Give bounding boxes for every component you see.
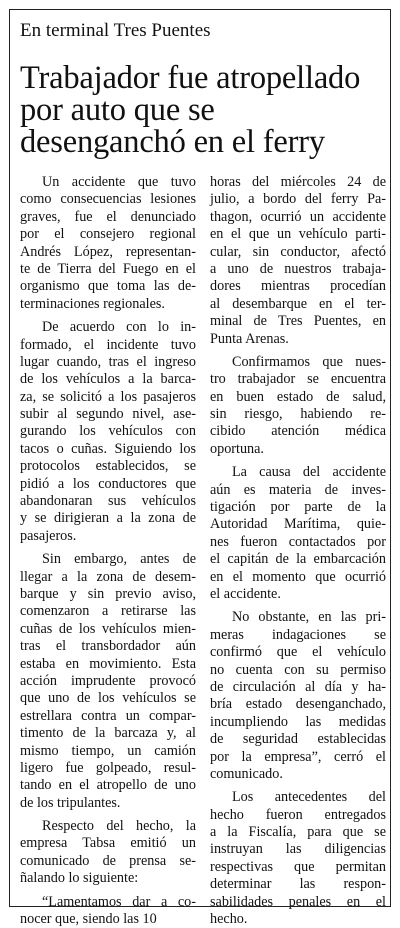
article-text-line: protocolos establecidos, se (20, 458, 196, 475)
article-paragraph (210, 174, 386, 348)
article-paragraph (20, 174, 196, 313)
article-text-line: Andrés López, representan- (20, 243, 196, 260)
article-text-line: barque y sin previo aviso, (20, 585, 196, 602)
article-text-line: el capitán de la embarcación (210, 551, 386, 568)
article-text-line: organismo que toma las de- (20, 278, 196, 295)
article-column-left (20, 174, 196, 928)
article-text-line: hecho. (210, 911, 248, 928)
article-text-line: Sin embargo, antes de (42, 551, 196, 568)
article-text-line: a la Fiscalía, para que se (210, 824, 386, 841)
article-text-line: terminaciones regionales. (20, 295, 165, 312)
headline-line: por auto que se (20, 92, 215, 128)
article-text-line: tacos o cuñas. Siguiendo los (20, 440, 196, 457)
article-text-line: ligero fue golpeado, resul- (20, 759, 196, 776)
article-text-line: thagon, ocurrió un accidente (210, 208, 386, 225)
article-text-line: Respecto del hecho, la (42, 818, 196, 835)
article-text-line: cuñas de los vehículos mien- (20, 620, 196, 637)
article-text-line: pidió a los conductores que (20, 475, 196, 492)
article-text-line: lugar cuando, tras el ingreso (20, 353, 196, 370)
article-text-line: no cuenta con su permiso (210, 661, 386, 678)
article-text-line: en buen estado de salud, (210, 388, 386, 405)
headline-line: Trabajador fue atropellado (20, 60, 361, 96)
article-text-line: mismo tiempo, un camión (20, 742, 196, 759)
article-text-line: en el momento que ocurrió (210, 568, 386, 585)
article-text-line: empresa Tabsa emitió un (20, 835, 196, 852)
article-text-line: No obstante, en las pri- (232, 609, 386, 626)
article-text-line: horas del miércoles 24 de (210, 174, 386, 190)
article-text-line: de los vehículos a la barca- (20, 371, 196, 388)
article-text-line: tando en el atropello de uno (20, 777, 196, 794)
article-text-line: Confirmamos que nues- (232, 353, 386, 370)
article-text-line: bría estado desenganchado, (210, 696, 386, 713)
article-text-line: gurando los vehículos con (20, 423, 196, 440)
article-text-line: za, se solicitó a los pasajeros (20, 388, 196, 405)
headline-line: desenganchó en el ferry (20, 124, 325, 160)
article-text-line: comenzaron a retirarse las (20, 603, 196, 620)
article-text-line: confirmó que el vehículo (210, 644, 386, 661)
article-text-line: como consecuencias lesiones (20, 191, 196, 208)
article-text-line: timento de la barcaza y, al (20, 725, 196, 742)
article-text-line: de seguridad establecidas (210, 731, 386, 748)
article-text-line: ñalando lo siguiente: (20, 870, 139, 887)
article-text-line: hecho fueron entregados (210, 806, 386, 823)
article-text-line: que uno de los vehículos se (20, 690, 196, 707)
article-text-line: oportuna. (210, 440, 264, 457)
article-text-line: cular, sin conductor, afectó (210, 243, 386, 260)
article-text-line: minal de Tres Puentes, en (210, 313, 386, 330)
article-text-line: La causa del accidente (232, 464, 386, 481)
article-text-line: julio, a bordo del ferry Pa- (210, 191, 386, 208)
article-text-line: subir al segundo nivel, ase- (20, 406, 196, 423)
article-text-line: tigación por parte de la (210, 499, 386, 516)
article-text-line: nes fueron contactados por (210, 533, 386, 550)
article-text-line: estaba en movimiento. Esta (20, 655, 196, 672)
article-text-line: sin riesgo, habiendo re- (210, 406, 386, 423)
article-text-line: al desembarque en el ter- (210, 295, 386, 312)
article-text-line: y se dirigieran a la zona de (20, 510, 196, 527)
article-text-line: cibido atención médica (210, 423, 386, 440)
article-paragraph (210, 789, 386, 928)
article-paragraph (20, 319, 196, 545)
article-paragraph (20, 551, 196, 812)
article-text-line: por el consejero regional (20, 226, 196, 243)
article-text-line: te de Tierra del Fuego en el (20, 260, 196, 277)
article-text-line: instruyan las diligencias (210, 841, 386, 858)
article-text-line: Punta Arenas. (210, 330, 289, 347)
article-text-line: abandonaran sus vehículos (20, 493, 196, 510)
article-text-line: tras el transbordador aún (20, 638, 196, 655)
article-text-line: De acuerdo con lo in- (42, 319, 196, 336)
article-text-line: meras indagaciones se (210, 626, 386, 643)
article-text-line: determinar las respon- (210, 876, 386, 893)
article-frame (9, 9, 391, 928)
article-headline (20, 62, 382, 158)
article-text-line: incumpliendo las medidas (210, 713, 386, 730)
article-text-line: “Lamentamos dar a co- (42, 893, 196, 910)
article-text-line: acción imprudente provocó (20, 672, 196, 689)
article-text-line: comunicado. (210, 765, 283, 782)
article-text-line: dores mientras procedían (210, 278, 386, 295)
article-paragraph (210, 354, 386, 458)
article-text-line: respectivas que permitan (210, 858, 386, 875)
article-text-line: graves, fue el denunciado (20, 208, 196, 225)
article-text-line: en el que un vehículo parti- (210, 226, 386, 243)
article-paragraph (20, 894, 196, 928)
article-text-line: nocer que, siendo las 10 (20, 911, 157, 928)
article-text-line: Un accidente que tuvo (42, 174, 196, 190)
article-text-line: a uno de nuestros trabaja- (210, 260, 386, 277)
article-text-line: aún es materia de inves- (210, 481, 386, 498)
article-text-line: Los antecedentes del (232, 789, 386, 806)
article-text-line: formado, el incidente tuvo (20, 336, 196, 353)
article-text-line: Autoridad Marítima, quie- (210, 516, 386, 533)
article-text-line: sabilidades penales en el (210, 893, 386, 910)
article-column-right (210, 174, 386, 928)
article-text-line: llegar a la zona de desem- (20, 568, 196, 585)
article-text-line: de circulación al día y ha- (210, 678, 386, 695)
article-paragraph (210, 464, 386, 603)
article-paragraph (210, 609, 386, 783)
article-text-line: el accidente. (210, 585, 281, 602)
article-paragraph (20, 818, 196, 888)
article-text-line: estrellara contra un compar- (20, 707, 196, 724)
article-text-line: comunicado de prensa se- (20, 852, 196, 869)
article-kicker: En terminal Tres Puentes (20, 20, 211, 41)
article-text-line: por la empresa”, cerró el (210, 748, 386, 765)
article-text-line: tro trabajador se encuentra (210, 371, 386, 388)
article-text-line: de los tripulantes. (20, 794, 121, 811)
article-text-line: pasajeros. (20, 527, 77, 544)
